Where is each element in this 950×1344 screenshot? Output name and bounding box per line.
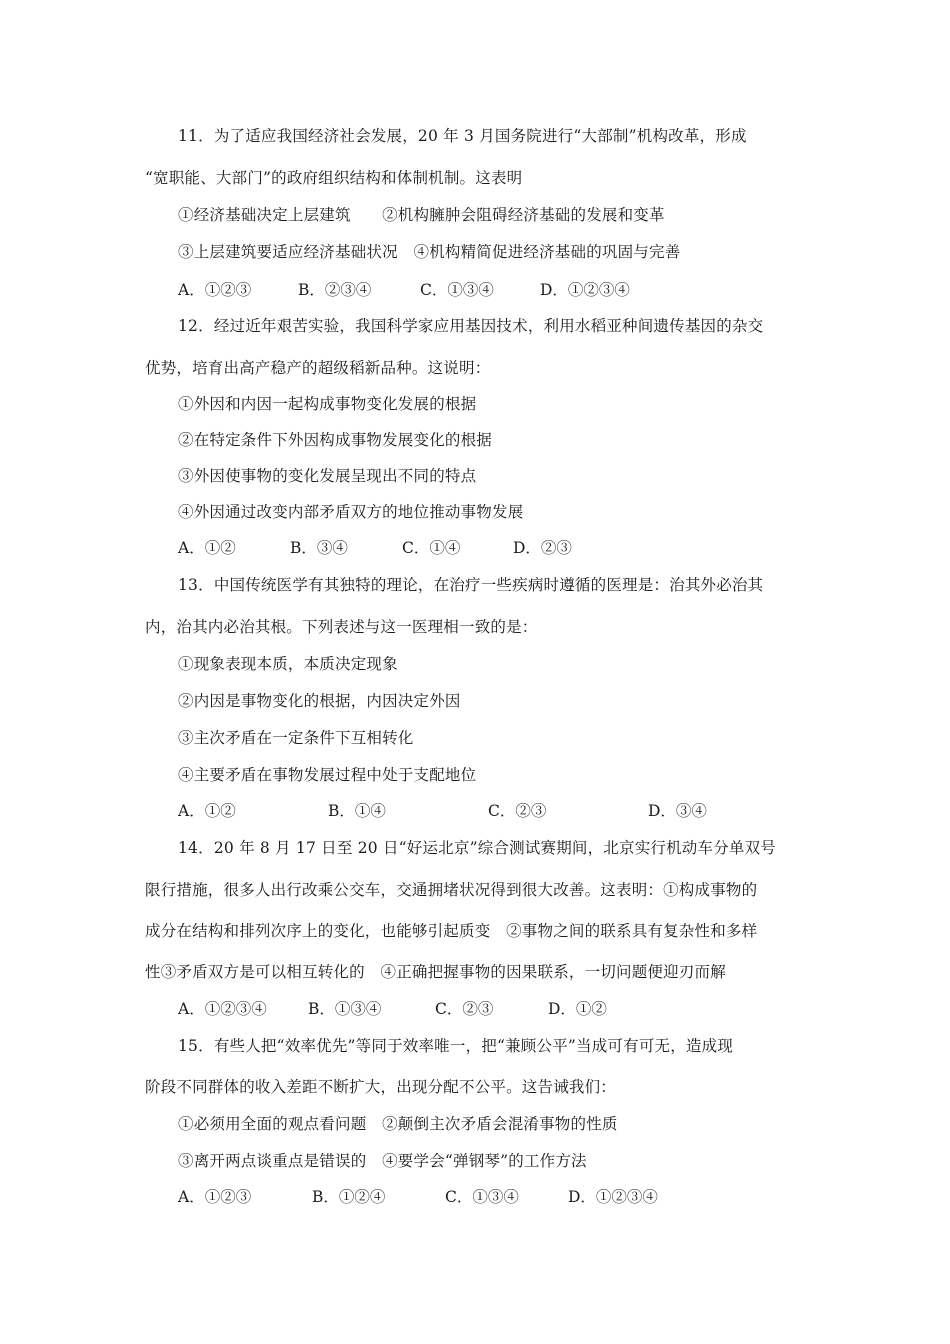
answer-option-d: D．①②③④ <box>540 281 630 299</box>
statement-item: ①外因和内因一起构成事物变化发展的根据 <box>178 395 477 413</box>
answer-option-d: D．①②③④ <box>568 1188 658 1206</box>
answer-option-d: D．②③ <box>513 539 572 557</box>
question-stem-line: 限行措施，很多人出行改乘公交车，交通拥堵状况得到很大改善。这表明：①构成事物的 <box>145 881 758 899</box>
answer-option-c: C．①③④ <box>420 281 494 299</box>
answer-option-a: A．①②③④ <box>178 1000 267 1018</box>
answer-option-b: B．①③④ <box>308 1000 382 1018</box>
question-stem-line: 优势，培育出高产稳产的超级稻新品种。这说明： <box>145 359 491 377</box>
answer-option-b: B．②③④ <box>298 281 372 299</box>
question-stem-line: “宽职能、大部门”的政府组织结构和体制机制。这表明 <box>145 169 523 187</box>
answer-option-d: D．③④ <box>648 802 707 820</box>
answer-option-c: C．①④ <box>402 539 461 557</box>
question-stem-line: 12．经过近年艰苦实验，我国科学家应用基因技术，利用水稻亚种间遗传基因的杂交 <box>178 317 764 335</box>
question-stem-line: 性③矛盾双方是可以相互转化的 ④正确把握事物的因果联系，一切问题便迎刃而解 <box>145 963 726 981</box>
statement-item: ①现象表现本质，本质决定现象 <box>178 655 398 673</box>
statement-item: ①经济基础决定上层建筑 ②机构臃肿会阻碍经济基础的发展和变革 <box>178 206 665 224</box>
answer-option-a: A．①② <box>178 539 236 557</box>
statement-item: ③离开两点谈重点是错误的 ④要学会“弹钢琴”的工作方法 <box>178 1152 587 1170</box>
answer-option-a: A．①② <box>178 802 236 820</box>
statement-item: ③主次矛盾在一定条件下互相转化 <box>178 729 414 747</box>
answer-option-a: A．①②③ <box>178 281 252 299</box>
answer-option-b: B．①②④ <box>312 1188 386 1206</box>
answer-option-c: C．②③ <box>435 1000 494 1018</box>
answer-option-b: B．③④ <box>290 539 348 557</box>
answer-option-b: B．①④ <box>328 802 386 820</box>
statement-item: ①必须用全面的观点看问题 ②颠倒主次矛盾会混淆事物的性质 <box>178 1115 618 1133</box>
question-stem-line: 13．中国传统医学有其独特的理论，在治疗一些疾病时遵循的医理是：治其外必治其 <box>178 576 764 594</box>
question-stem-line: 14．20 年 8 月 17 日至 20 日“好运北京”综合测试赛期间，北京实行机动车分单双号 <box>178 839 776 857</box>
statement-item: ②在特定条件下外因构成事物发展变化的根据 <box>178 431 493 449</box>
statement-item: ④主要矛盾在事物发展过程中处于支配地位 <box>178 766 477 784</box>
statement-item: ④外因通过改变内部矛盾双方的地位推动事物发展 <box>178 503 524 521</box>
question-stem-line: 11．为了适应我国经济社会发展，20 年 3 月国务院进行“大部制”机构改革，形成 <box>178 127 747 145</box>
question-stem-line: 成分在结构和排列次序上的变化，也能够引起质变 ②事物之间的联系具有复杂性和多样 <box>145 922 758 940</box>
statement-item: ③上层建筑要适应经济基础状况 ④机构精简促进经济基础的巩固与完善 <box>178 243 681 261</box>
answer-option-a: A．①②③ <box>178 1188 252 1206</box>
question-stem-line: 15．有些人把“效率优先”等同于效率唯一，把“兼顾公平”当成可有可无，造成现 <box>178 1037 734 1055</box>
statement-item: ③外因使事物的变化发展呈现出不同的特点 <box>178 467 477 485</box>
answer-option-c: C．①③④ <box>445 1188 519 1206</box>
question-stem-line: 阶段不同群体的收入差距不断扩大，出现分配不公平。这告诫我们： <box>145 1078 617 1096</box>
answer-option-d: D．①② <box>548 1000 607 1018</box>
question-stem-line: 内，治其内必治其根。下列表述与这一医理相一致的是： <box>145 618 538 636</box>
statement-item: ②内因是事物变化的根据，内因决定外因 <box>178 692 461 710</box>
answer-option-c: C．②③ <box>488 802 547 820</box>
